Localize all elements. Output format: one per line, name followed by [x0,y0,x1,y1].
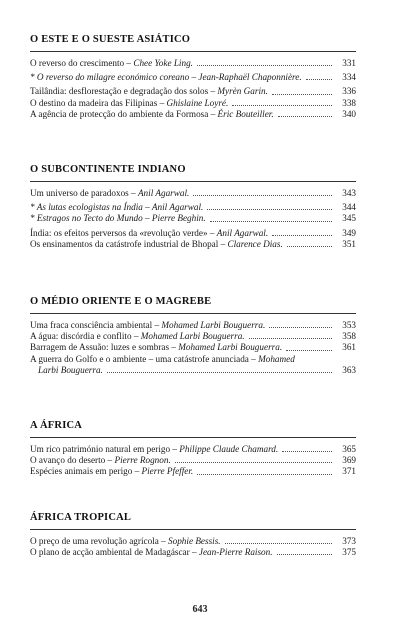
entry-page: 351 [342,238,356,249]
entry-page: 336 [342,86,356,97]
entry-page: 365 [342,444,356,454]
toc-section-tropical-africa [30,512,356,558]
toc-entry [30,228,356,239]
dot-leader [197,65,332,66]
section-divider [30,437,356,438]
entry-title: Índia: os efeitos perversos da «revolução verde» – [30,227,217,238]
entry-page: 373 [342,536,356,546]
entry-page: 363 [342,364,356,375]
entry-title: * O reverso do milagre económico coreano – [30,72,199,83]
toc-entry [30,455,356,466]
dot-leader [107,372,332,373]
entry-author-continued: Larbi Bouguerra. [38,364,103,375]
entry-page: 344 [342,202,356,213]
entry-title: O plano de acção ambiental de Madagáscar – [30,547,199,558]
dot-leader [272,94,332,95]
entry-page: 349 [342,227,356,238]
section-title: A ÁFRICA [30,420,83,431]
toc-entry [30,86,356,97]
dot-leader [306,79,332,80]
toc-entry [30,354,356,376]
entry-page: 358 [342,331,356,342]
entry-page: 331 [342,58,356,68]
section-divider [30,313,356,314]
toc-entry [30,213,356,224]
entry-author: Anil Agarwal. [137,188,190,198]
entry-author: Ghislaine Loyré. [166,97,229,108]
entry-author: Pierre Pfeffer. [141,466,194,477]
dot-leader [249,338,332,339]
entry-author: Anil Agarwal. [151,202,204,213]
section-title: O ESTE E O SUESTE ASIÁTICO [30,34,191,45]
toc-entry [30,466,356,477]
toc-section-africa [30,420,356,478]
section-divider [30,529,356,530]
toc-entry [30,109,356,120]
section-divider [30,51,356,52]
entry-title: Espécies animais em perigo – [30,466,142,477]
entry-title: A água: discórdia e conflito – [30,331,141,342]
entry-title: Uma fraca consciência ambiental – [30,320,162,330]
entry-author: Mohamed Larbi Bouguerra. [140,331,245,342]
entry-page: 353 [342,320,356,330]
toc-section-middle-east-maghreb [30,296,356,376]
entry-title: A guerra do Golfo e o ambiente – uma catástrofe anunciada – [30,353,259,364]
entry-author: Chee Yoke Ling. [133,58,193,68]
entry-title: O preço de uma revolução agrícola – [30,536,169,546]
entry-author: Anil Agarwal. [216,227,269,238]
toc-entry [30,239,356,250]
dot-leader [278,116,332,117]
entry-page: 371 [342,466,356,477]
toc-entry [30,202,356,213]
dot-leader [193,195,332,196]
dot-leader [197,474,332,475]
section-title: O MÉDIO ORIENTE E O MAGREBE [30,296,212,307]
dot-leader [277,554,332,555]
entry-page: 375 [342,547,356,558]
entry-page: 345 [342,213,356,224]
entry-page: 338 [342,97,356,108]
section-title: ÁFRICA TROPICAL [30,512,132,523]
entry-author: Philippe Claude Chamard. [179,444,279,454]
toc-entry [30,342,356,353]
entry-author: Clarence Dias. [227,238,283,249]
entry-title: * As lutas ecologistas na Índia – [30,202,152,213]
entry-title: O reverso do crescimento – [30,58,134,68]
toc-entry [30,188,356,199]
entry-page: 369 [342,455,356,466]
entry-title: * Estragos no Tecto do Mundo – [30,213,152,224]
entry-page: 334 [342,72,356,83]
dot-leader [272,235,332,236]
toc-section-east-southeast-asia [30,34,356,120]
entry-author: Mohamed Larbi Bouguerra. [161,320,266,330]
entry-author: Jean-Raphaël Chaponnière. [198,72,302,83]
entry-title: Os ensinamentos da catástrofe industrial de Bhopal – [30,238,228,249]
toc-entry [30,98,356,109]
entry-author: Pierre Beghin. [151,213,206,224]
entry-author: Mohamed [258,353,295,364]
entry-title: Tailândia: desflorestação e degradação dos solos – [30,86,218,97]
dot-leader [269,327,332,328]
dot-leader [225,543,332,544]
entry-author: Myrèn Garin. [217,86,268,97]
toc-entry [30,58,356,69]
entry-title: O destino da madeira das Filipinas – [30,97,167,108]
toc-entry [30,547,356,558]
toc-entry [30,72,356,83]
dot-leader [232,105,332,106]
entry-title: A agência de protecção do ambiente da Formosa – [30,108,218,119]
entry-page: 340 [342,108,356,119]
dot-leader [207,209,332,210]
toc-entry [30,320,356,331]
toc-section-indian-subcontinent [30,164,356,250]
toc-entry [30,331,356,342]
section-title: O SUBCONTINENTE INDIANO [30,164,186,175]
entry-page: 361 [342,342,356,353]
dot-leader [286,350,332,351]
section-divider [30,181,356,182]
dot-leader [287,246,332,247]
toc-entry [30,444,356,455]
entry-author: Sophie Bessis. [168,536,221,546]
entry-author: Éric Bouteiller. [217,108,274,119]
entry-author: Pierre Rognon. [114,455,171,466]
dot-leader [210,221,332,222]
entry-page: 343 [342,188,356,198]
dot-leader [282,451,332,452]
entry-title: O avanço do deserto – [30,455,115,466]
entry-title: Um rico património natural em perigo – [30,444,180,454]
dot-leader [175,462,332,463]
entry-title: Um universo de paradoxos – [30,188,138,198]
toc-entry [30,536,356,547]
page-number: 643 [192,604,208,615]
entry-author: Jean-Pierre Raison. [198,547,273,558]
entry-author: Mohamed Larbi Bouguerra. [178,342,283,353]
entry-title: Barragem de Assuão: luzes e sombras – [30,342,179,353]
